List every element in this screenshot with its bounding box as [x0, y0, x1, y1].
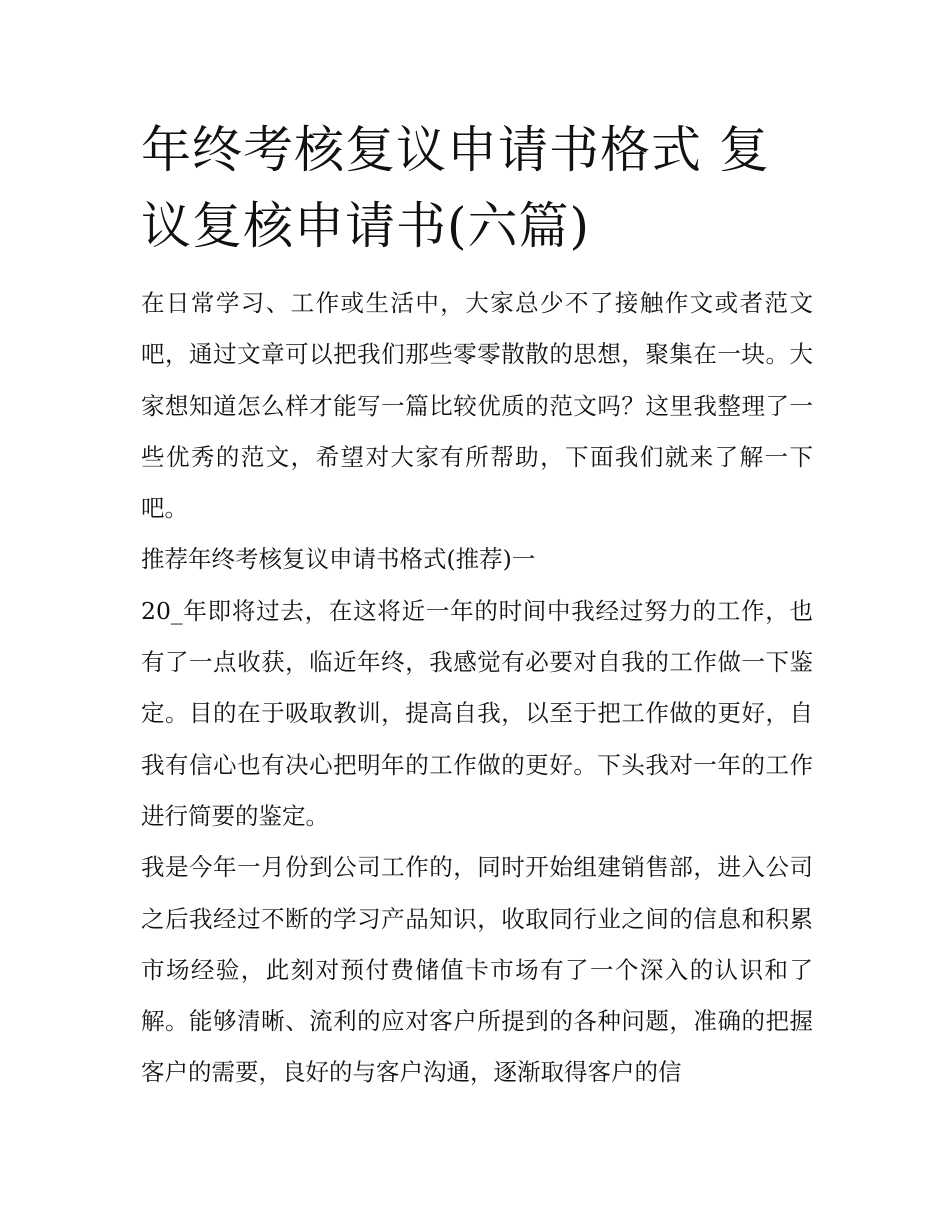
document-body [141, 278, 813, 1099]
body-paragraph: 我是今年一月份到公司工作的，同时开始组建销售部，进入公司之后我经过不断的学习产品知识，收取同行业之间的信息和积累市场经验，此刻对预付费储值卡市场有了一个深入的认识和了解。能够清晰、流利的应对客户所提到的各种问题，准确的把握客户的需要，良好的与客户沟通，逐渐取得客户的信 [141, 853, 813, 1087]
document-title: 年终考核复议申请书格式 复议复核申请书(六篇) [141, 121, 770, 255]
body-paragraph: 20_年即将过去，在这将近一年的时间中我经过努力的工作，也有了一点收获，临近年终，我感觉有必要对自我的工作做一下鉴定。目的在于吸取教训，提高自我，以至于把工作做的更好，自我有信心也有决心把明年的工作做的更好。下头我对一年的工作进行简要的鉴定。 [141, 596, 813, 830]
intro-paragraph: 在日常学习、工作或生活中，大家总少不了接触作文或者范文吧，通过文章可以把我们那些零零散散的思想，聚集在一块。大家想知道怎么样才能写一篇比较优质的范文吗？这里我整理了一些优秀的范文，希望对大家有所帮助，下面我们就来了解一下吧。 [141, 289, 813, 523]
section-heading: 推荐年终考核复议申请书格式(推荐)一 [141, 545, 536, 574]
